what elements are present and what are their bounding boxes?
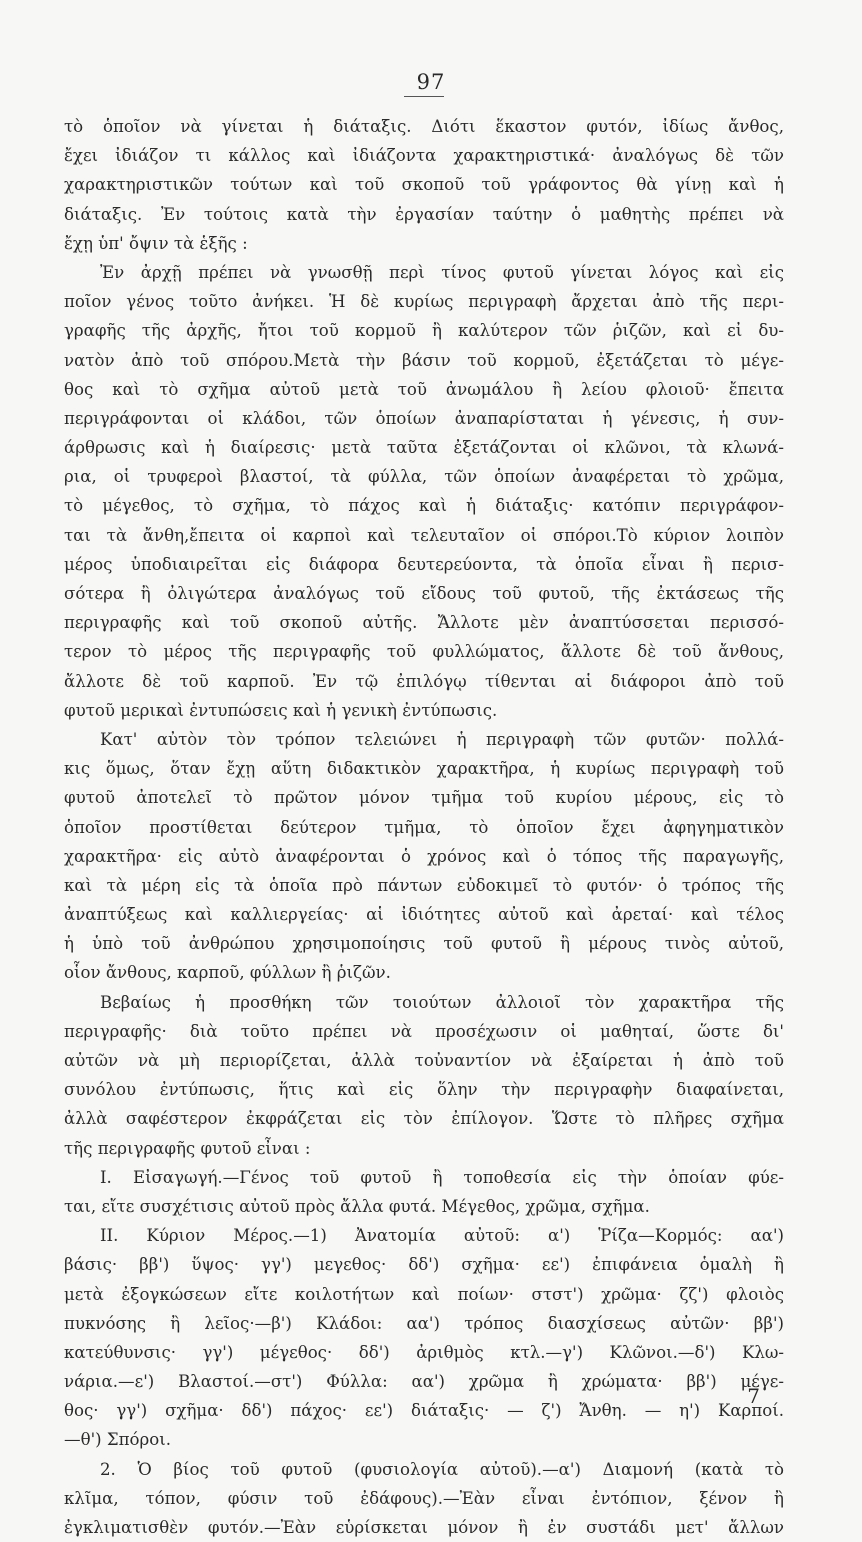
text-line: ρια, οἱ τρυφεροὶ βλαστοί, τὰ φύλλα, τῶν ὁποίων ἀναφέρεται τὸ χρῶμα,: [64, 467, 784, 487]
text-line: θος· γγ') σχῆμα· δδ') πάχος· εε') διάταξις· — ζ') Ἄνθη. — η') Καρποί.: [64, 1401, 784, 1421]
text-line: μέρος ὑποδιαιρεῖται εἰς διάφορα δευτερεύοντα, τὰ ὁποῖα εἶναι ἢ περισ-: [64, 554, 784, 574]
text-line: τερον τὸ μέρος τῆς περιγραφῆς τοῦ φυλλώματος, ἄλλοτε δὲ τοῦ ἄνθους,: [64, 642, 784, 662]
text-line: ἀναπτύξεως καὶ καλλιεργείας· αἱ ἰδιότητες αὐτοῦ καὶ ἀρεταί· καὶ τέλος: [64, 905, 784, 925]
text-line: διάταξις. Ἐν τούτοις κατὰ τὴν ἐργασίαν ταύτην ὁ μαθητὴς πρέπει νὰ: [64, 204, 784, 224]
text-line: τῆς περιγραφῆς φυτοῦ εἶναι :: [64, 1138, 311, 1158]
text-line: Κατ' αὐτὸν τὸν τρόπον τελειώνει ἡ περιγραφὴ τῶν φυτῶν· πολλά-: [100, 729, 784, 749]
body-text: [64, 112, 784, 1542]
page-number-rule: [404, 96, 444, 97]
text-line: Βεβαίως ἡ προσθήκη τῶν τοιούτων ἀλλοιοῖ τὸν χαρακτῆρα τῆς: [100, 992, 784, 1012]
text-line: ἔχει ἰδιάζον τι κάλλος καὶ ἰδιάζοντα χαρακτηριστικά· ἀναλόγως δὲ τῶν: [64, 146, 784, 166]
text-line: φυτοῦ μερικαὶ ἐντυπώσεις καὶ ἡ γενικὴ ἐντύπωσις.: [64, 700, 498, 720]
text-line: περιγραφῆς καὶ τοῦ σκοποῦ αὐτῆς. Ἄλλοτε μὲν ἀναπτύσσεται περισσό-: [64, 613, 784, 633]
text-line: αὐτῶν νὰ μὴ περιορίζεται, ἀλλὰ τοὐναντίον νὰ ἐξαίρεται ἡ ἀπὸ τοῦ: [64, 1051, 784, 1070]
text-line: —θ') Σπόροι.: [64, 1430, 172, 1450]
text-line: χαρακτηριστικῶν τούτων καὶ τοῦ σκοποῦ τοῦ γράφοντος θὰ γίνῃ καὶ ἡ: [64, 175, 784, 195]
text-line: βάσις· ββ') ὕψος· γγ') μεγεθος· δδ') σχῆμα· εε') ἐπιφάνεια ὁμαλὴ ἢ: [64, 1255, 784, 1275]
text-line: νάρια.—ε') Βλαστοί.—στ') Φύλλα: αα') χρῶμα ἢ χρώματα· ββ') μέγε-: [64, 1372, 784, 1392]
page-number: 97: [416, 70, 446, 94]
text-line: κατεύθυνσις· γγ') μέγεθος· δδ') ἀριθμὸς κτλ.—γ') Κλῶνοι.—δ') Κλω-: [64, 1342, 784, 1362]
text-line: ἔχῃ ὑπ' ὄψιν τὰ ἑξῆς :: [64, 233, 248, 253]
text-line: τὸ μέγεθος, τὸ σχῆμα, τὸ πάχος καὶ ἡ διάταξις· κατόπιν περιγράφον-: [64, 496, 784, 516]
text-line: νατὸν ἀπὸ τοῦ σπόρου.Μετὰ τὴν βάσιν τοῦ κορμοῦ, ἐξετάζεται τὸ μέγε-: [64, 350, 784, 370]
text-line: οἷον ἄνθους, καρποῦ, φύλλων ἢ ῥιζῶν.: [64, 963, 391, 983]
text-line: περιγράφονται οἱ κλάδοι, τῶν ὁποίων ἀναπαρίσταται ἡ γένεσις, ἡ συν-: [64, 408, 784, 428]
text-line: γραφῆς τῆς ἀρχῆς, ἤτοι τοῦ κορμοῦ ἢ καλύτερον τῶν ῥιζῶν, καὶ εἰ δυ-: [64, 321, 784, 341]
text-line: φυτοῦ ἀποτελεῖ τὸ πρῶτον μόνον τμῆμα τοῦ κυρίου μέρους, εἰς τὸ: [64, 788, 784, 808]
text-line: ἐγκλιματισθὲν φυτόν.—Ἐὰν εὑρίσκεται μόνον ἢ ἐν συστάδι μετ' ἄλλων: [64, 1518, 784, 1537]
text-line: κλῖμα, τόπον, φύσιν τοῦ ἐδάφους).—Ἐὰν εἶναι ἐντόπιον, ξένον ἢ: [64, 1488, 784, 1508]
text-line: χαρακτῆρα· εἰς αὐτὸ ἀναφέρονται ὁ χρόνος καὶ ὁ τόπος τῆς παραγωγῆς,: [64, 846, 784, 866]
text-line: ἄλλοτε δὲ τοῦ καρποῦ. Ἐν τῷ ἐπιλόγῳ τίθενται αἱ διάφοροι ἀπὸ τοῦ: [64, 671, 784, 691]
text-line: περιγραφῆς· διὰ τοῦτο πρέπει νὰ προσέχωσιν οἱ μαθηταί, ὥστε δι': [64, 1021, 784, 1041]
text-line: τὸ ὁποῖον νὰ γίνεται ἡ διάταξις. Διότι ἕκαστον φυτόν, ἰδίως ἄνθος,: [64, 117, 784, 136]
text-line: κις ὅμως, ὅταν ἔχῃ αὕτη διδακτικὸν χαρακτῆρα, ἡ κυρίως περιγραφὴ τοῦ: [64, 759, 784, 779]
text-line: σότερα ἢ ὀλιγώτερα ἀναλόγως τοῦ εἴδους τοῦ φυτοῦ, τῆς ἐκτάσεως τῆς: [64, 584, 784, 603]
text-line: ται τὰ ἄνθη,ἔπειτα οἱ καρποὶ καὶ τελευταῖον οἱ σπόροι.Τὸ κύριον λοιπὸν: [64, 525, 784, 545]
text-line: II. Κύριον Μέρος.—1) Ἀνατομία αὐτοῦ: α') Ῥίζα—Κορμός: αα'): [100, 1226, 784, 1246]
text-line: Ἐν ἀρχῇ πρέπει νὰ γνωσθῇ περὶ τίνος φυτοῦ γίνεται λόγος καὶ εἰς: [100, 262, 784, 282]
text-line: μετὰ ἐξογκώσεων εἴτε κοιλοτήτων καὶ ποίων· στστ') χρῶμα· ζζ') φλοιὸς: [64, 1284, 784, 1304]
text-line: καὶ τὰ μέρη εἰς τὰ ὁποῖα πρὸ πάντων εὐδοκιμεῖ τὸ φυτόν· ὁ τρόπος τῆς: [64, 875, 784, 895]
text-line: 2. Ὁ βίος τοῦ φυτοῦ (φυσιολογία αὐτοῦ).—α') Διαμονή (κατὰ τὸ: [100, 1459, 784, 1479]
printer-signature: 7: [747, 1384, 760, 1408]
text-line: ποῖον γένος τοῦτο ἀνήκει. Ἡ δὲ κυρίως περιγραφὴ ἄρχεται ἀπὸ τῆς περι-: [64, 292, 784, 312]
text-line: άρθρωσις καὶ ἡ διαίρεσις· μετὰ ταῦτα ἐξετάζονται οἱ κλῶνοι, τὰ κλωνά-: [64, 438, 784, 458]
text-line: συνόλου ἐντύπωσις, ἥτις καὶ εἰς ὅλην τὴν περιγραφὴν διαφαίνεται,: [64, 1080, 784, 1100]
text-line: ἡ ὑπὸ τοῦ ἀνθρώπου χρησιμοποίησις τοῦ φυτοῦ ἢ μέρους τινὸς αὐτοῦ,: [64, 934, 784, 954]
text-line: I. Εἰσαγωγή.—Γένος τοῦ φυτοῦ ἢ τοποθεσία εἰς τὴν ὁποίαν φύε-: [100, 1167, 784, 1187]
text-line: ὁποῖον προστίθεται δεύτερον τμῆμα, τὸ ὁποῖον ἔχει ἀφηγηματικὸν: [64, 817, 784, 837]
text-line: θος καὶ τὸ σχῆμα αὐτοῦ μετὰ τοῦ ἀνωμάλου ἢ λείου φλοιοῦ· ἔπειτα: [64, 379, 784, 399]
text-line: ται, εἴτε συσχέτισις αὐτοῦ πρὸς ἄλλα φυτά. Μέγεθος, χρῶμα, σχῆμα.: [64, 1196, 650, 1216]
text-line: πυκνόσης ἢ λεῖος·—β') Κλάδοι: αα') τρόπος διασχίσεως αὐτῶν· ββ'): [64, 1313, 784, 1333]
text-line: ἀλλὰ σαφέστερον ἐκφράζεται εἰς τὸν ἐπίλογον. Ὥστε τὸ πλῆρες σχῆμα: [64, 1109, 784, 1129]
